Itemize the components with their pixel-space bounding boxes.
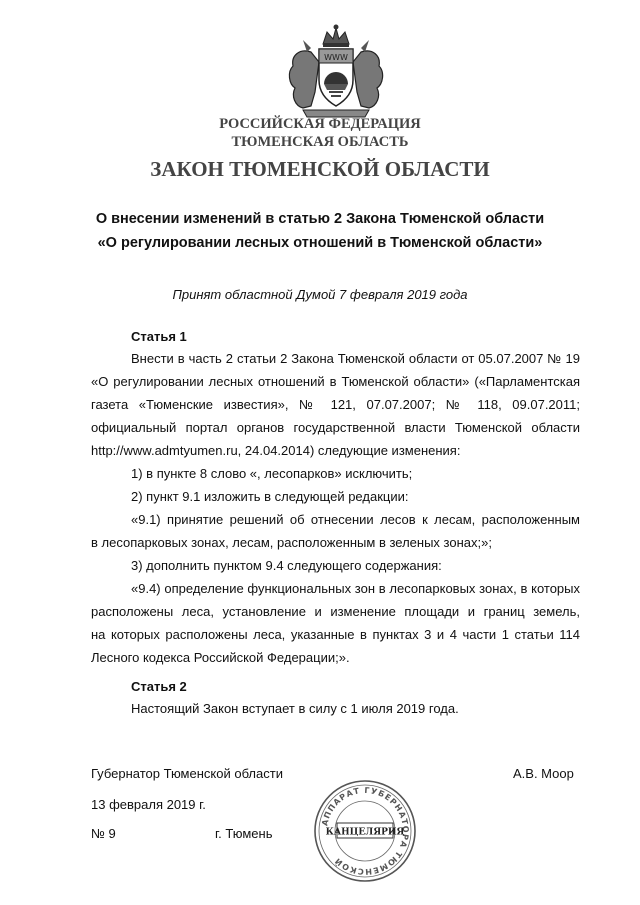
law-number: № 9 xyxy=(91,826,116,841)
article-2-title: Статья 2 xyxy=(131,679,187,694)
paragraph-line: «9.4) определение функциональных зон в лесопарковых зонах, в которых xyxy=(131,581,580,596)
svg-text:WWW: WWW xyxy=(324,53,348,62)
paragraph-line: 2) пункт 9.1 изложить в следующей редакции: xyxy=(131,489,409,504)
paragraph-line: в лесопарковых зонах, лесам, расположенным в зеленых зонах;»; xyxy=(91,535,492,550)
paragraph-line: на которых расположены леса, указанные в пунктах 3 и 4 части 1 статьи 114 xyxy=(91,627,580,642)
signing-city: г. Тюмень xyxy=(215,826,273,841)
office-seal-icon xyxy=(313,779,417,883)
article-2-body xyxy=(91,697,580,720)
signatory-name: А.В. Моор xyxy=(513,766,574,781)
paragraph-line: Настоящий Закон вступает в силу с 1 июля 2019 года. xyxy=(131,701,459,716)
region-heading: ТЮМЕНСКАЯ ОБЛАСТЬ xyxy=(231,134,409,150)
article-1-title: Статья 1 xyxy=(131,329,187,344)
article-1-body xyxy=(91,347,580,669)
paragraph-line: http://www.admtyumen.ru, 24.04.2014) следующие изменения: xyxy=(91,443,461,458)
paragraph-line: «9.1) принятие решений об отнесении лесов к лесам, расположенным xyxy=(131,512,580,527)
signatory-position: Губернатор Тюменской области xyxy=(91,766,283,781)
coat-of-arms-icon xyxy=(281,22,391,120)
page-title: ЗАКОН ТЮМЕНСКОЙ ОБЛАСТИ xyxy=(150,157,490,181)
svg-text:КАНЦЕЛЯРИЯ: КАНЦЕЛЯРИЯ xyxy=(325,827,405,838)
adoption-note: Принят областной Думой 7 февраля 2019 года xyxy=(172,287,468,302)
paragraph-line: 1) в пункте 8 слово «, лесопарков» исключить; xyxy=(131,466,413,481)
signing-date: 13 февраля 2019 г. xyxy=(91,797,206,812)
paragraph-line: «О регулировании лесных отношений в Тюменской области» («Парламентская xyxy=(91,374,580,389)
paragraph-line: Лесного кодекса Российской Федерации;». xyxy=(91,650,350,665)
paragraph-line: 3) дополнить пунктом 9.4 следующего содержания: xyxy=(131,558,442,573)
subject-line-2: «О регулировании лесных отношений в Тюменской области» xyxy=(97,235,543,251)
paragraph-line: официальный портал органов государственной власти Тюменской области xyxy=(91,420,580,435)
paragraph-line: расположены леса, установление и изменение площади и границ земель, xyxy=(91,604,580,619)
paragraph-line: Внести в часть 2 статьи 2 Закона Тюменской области от 05.07.2007 № 19 xyxy=(131,351,580,366)
svg-text:АППАРАТ ГУБЕРНАТОРА ТЮМЕНСКОЙ: АППАРАТ ГУБЕРНАТОРА ТЮМЕНСКОЙ xyxy=(320,785,411,877)
paragraph-line: газета «Тюменские известия», № 121, 07.07.2007; № 118, 09.07.2011; xyxy=(91,397,580,412)
subject-line-1: О внесении изменений в статью 2 Закона Тюменской области xyxy=(95,211,545,227)
country-heading: РОССИЙСКАЯ ФЕДЕРАЦИЯ xyxy=(219,116,421,132)
